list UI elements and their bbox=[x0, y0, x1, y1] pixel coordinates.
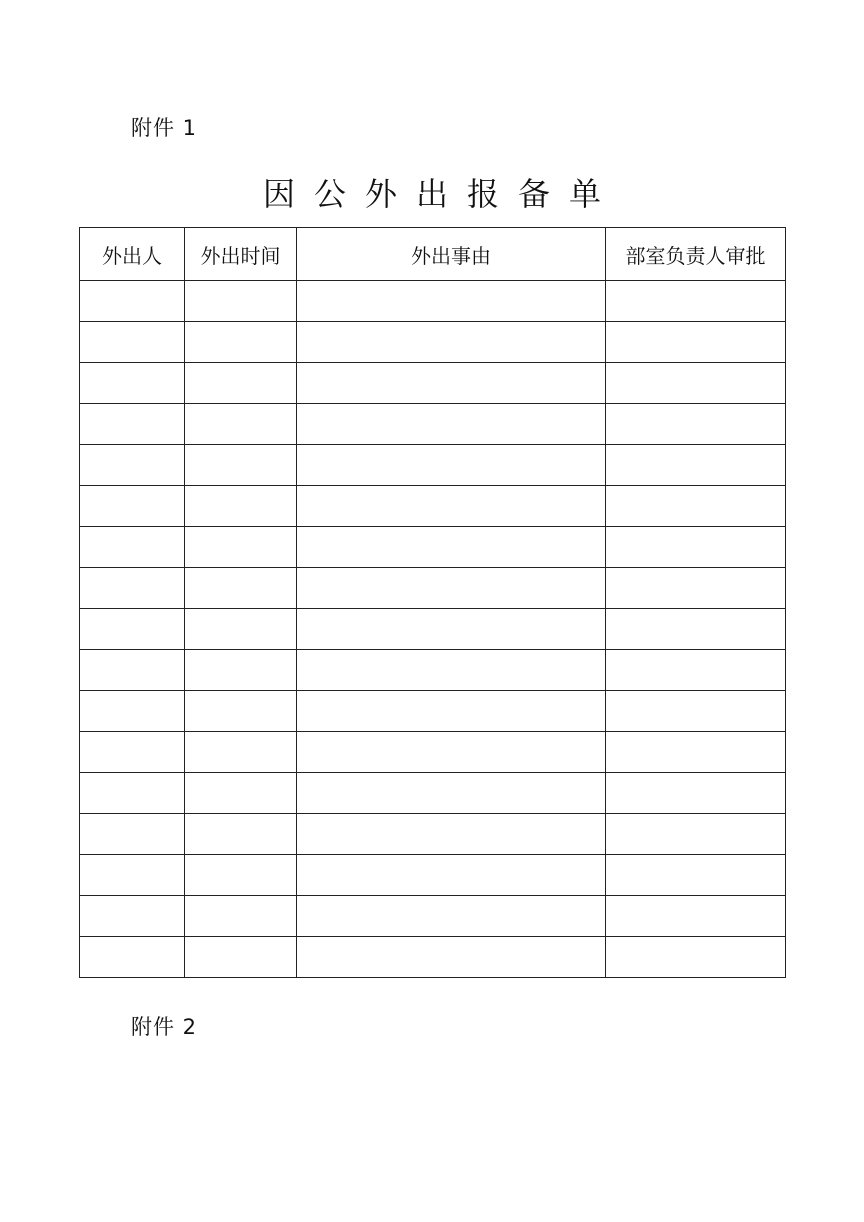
cell-approval[interactable] bbox=[606, 404, 786, 445]
cell-person[interactable] bbox=[80, 609, 185, 650]
table-row bbox=[80, 404, 786, 445]
cell-time[interactable] bbox=[185, 363, 297, 404]
cell-person[interactable] bbox=[80, 937, 185, 978]
table-row bbox=[80, 650, 786, 691]
cell-approval[interactable] bbox=[606, 363, 786, 404]
cell-approval[interactable] bbox=[606, 937, 786, 978]
cell-time[interactable] bbox=[185, 855, 297, 896]
cell-time[interactable] bbox=[185, 281, 297, 322]
cell-person[interactable] bbox=[80, 486, 185, 527]
header-person: 外出人 bbox=[80, 228, 185, 281]
table-row bbox=[80, 855, 786, 896]
cell-approval[interactable] bbox=[606, 527, 786, 568]
cell-reason[interactable] bbox=[297, 445, 606, 486]
cell-approval[interactable] bbox=[606, 486, 786, 527]
table-row bbox=[80, 568, 786, 609]
cell-approval[interactable] bbox=[606, 281, 786, 322]
cell-approval[interactable] bbox=[606, 855, 786, 896]
header-time: 外出时间 bbox=[185, 228, 297, 281]
table-row bbox=[80, 445, 786, 486]
table-row bbox=[80, 814, 786, 855]
cell-approval[interactable] bbox=[606, 691, 786, 732]
table-row bbox=[80, 486, 786, 527]
cell-person[interactable] bbox=[80, 404, 185, 445]
cell-reason[interactable] bbox=[297, 486, 606, 527]
cell-time[interactable] bbox=[185, 691, 297, 732]
cell-time[interactable] bbox=[185, 609, 297, 650]
table-row bbox=[80, 363, 786, 404]
cell-reason[interactable] bbox=[297, 937, 606, 978]
table-row bbox=[80, 937, 786, 978]
cell-reason[interactable] bbox=[297, 814, 606, 855]
cell-time[interactable] bbox=[185, 937, 297, 978]
cell-approval[interactable] bbox=[606, 445, 786, 486]
cell-time[interactable] bbox=[185, 527, 297, 568]
cell-approval[interactable] bbox=[606, 650, 786, 691]
table-row bbox=[80, 896, 786, 937]
cell-time[interactable] bbox=[185, 404, 297, 445]
cell-approval[interactable] bbox=[606, 609, 786, 650]
cell-approval[interactable] bbox=[606, 322, 786, 363]
cell-approval[interactable] bbox=[606, 773, 786, 814]
cell-reason[interactable] bbox=[297, 322, 606, 363]
cell-time[interactable] bbox=[185, 773, 297, 814]
table-row bbox=[80, 527, 786, 568]
cell-reason[interactable] bbox=[297, 568, 606, 609]
cell-person[interactable] bbox=[80, 322, 185, 363]
header-reason: 外出事由 bbox=[297, 228, 606, 281]
cell-time[interactable] bbox=[185, 568, 297, 609]
cell-time[interactable] bbox=[185, 896, 297, 937]
cell-person[interactable] bbox=[80, 691, 185, 732]
table-row bbox=[80, 322, 786, 363]
cell-person[interactable] bbox=[80, 896, 185, 937]
cell-approval[interactable] bbox=[606, 896, 786, 937]
cell-reason[interactable] bbox=[297, 404, 606, 445]
cell-person[interactable] bbox=[80, 568, 185, 609]
cell-time[interactable] bbox=[185, 486, 297, 527]
table-row bbox=[80, 773, 786, 814]
cell-reason[interactable] bbox=[297, 732, 606, 773]
cell-approval[interactable] bbox=[606, 732, 786, 773]
table-body bbox=[80, 281, 786, 978]
cell-reason[interactable] bbox=[297, 650, 606, 691]
cell-reason[interactable] bbox=[297, 363, 606, 404]
attachment-1-label: 附件 1 bbox=[131, 116, 198, 140]
cell-reason[interactable] bbox=[297, 527, 606, 568]
cell-reason[interactable] bbox=[297, 609, 606, 650]
table-row bbox=[80, 281, 786, 322]
cell-time[interactable] bbox=[185, 814, 297, 855]
table-row bbox=[80, 609, 786, 650]
cell-time[interactable] bbox=[185, 445, 297, 486]
cell-person[interactable] bbox=[80, 855, 185, 896]
cell-time[interactable] bbox=[185, 732, 297, 773]
table-row bbox=[80, 691, 786, 732]
cell-reason[interactable] bbox=[297, 896, 606, 937]
cell-reason[interactable] bbox=[297, 691, 606, 732]
cell-reason[interactable] bbox=[297, 281, 606, 322]
cell-person[interactable] bbox=[80, 732, 185, 773]
table-row bbox=[80, 732, 786, 773]
cell-person[interactable] bbox=[80, 363, 185, 404]
cell-person[interactable] bbox=[80, 281, 185, 322]
cell-time[interactable] bbox=[185, 322, 297, 363]
cell-person[interactable] bbox=[80, 773, 185, 814]
cell-time[interactable] bbox=[185, 650, 297, 691]
cell-reason[interactable] bbox=[297, 773, 606, 814]
report-table bbox=[79, 227, 786, 978]
cell-reason[interactable] bbox=[297, 855, 606, 896]
cell-person[interactable] bbox=[80, 650, 185, 691]
header-approval: 部室负责人审批 bbox=[606, 228, 786, 281]
cell-person[interactable] bbox=[80, 527, 185, 568]
attachment-2-label: 附件 2 bbox=[131, 1015, 198, 1039]
cell-person[interactable] bbox=[80, 814, 185, 855]
table-header-row bbox=[80, 228, 786, 281]
cell-approval[interactable] bbox=[606, 568, 786, 609]
cell-person[interactable] bbox=[80, 445, 185, 486]
cell-approval[interactable] bbox=[606, 814, 786, 855]
form-title: 因公外出报备单 bbox=[262, 175, 620, 213]
